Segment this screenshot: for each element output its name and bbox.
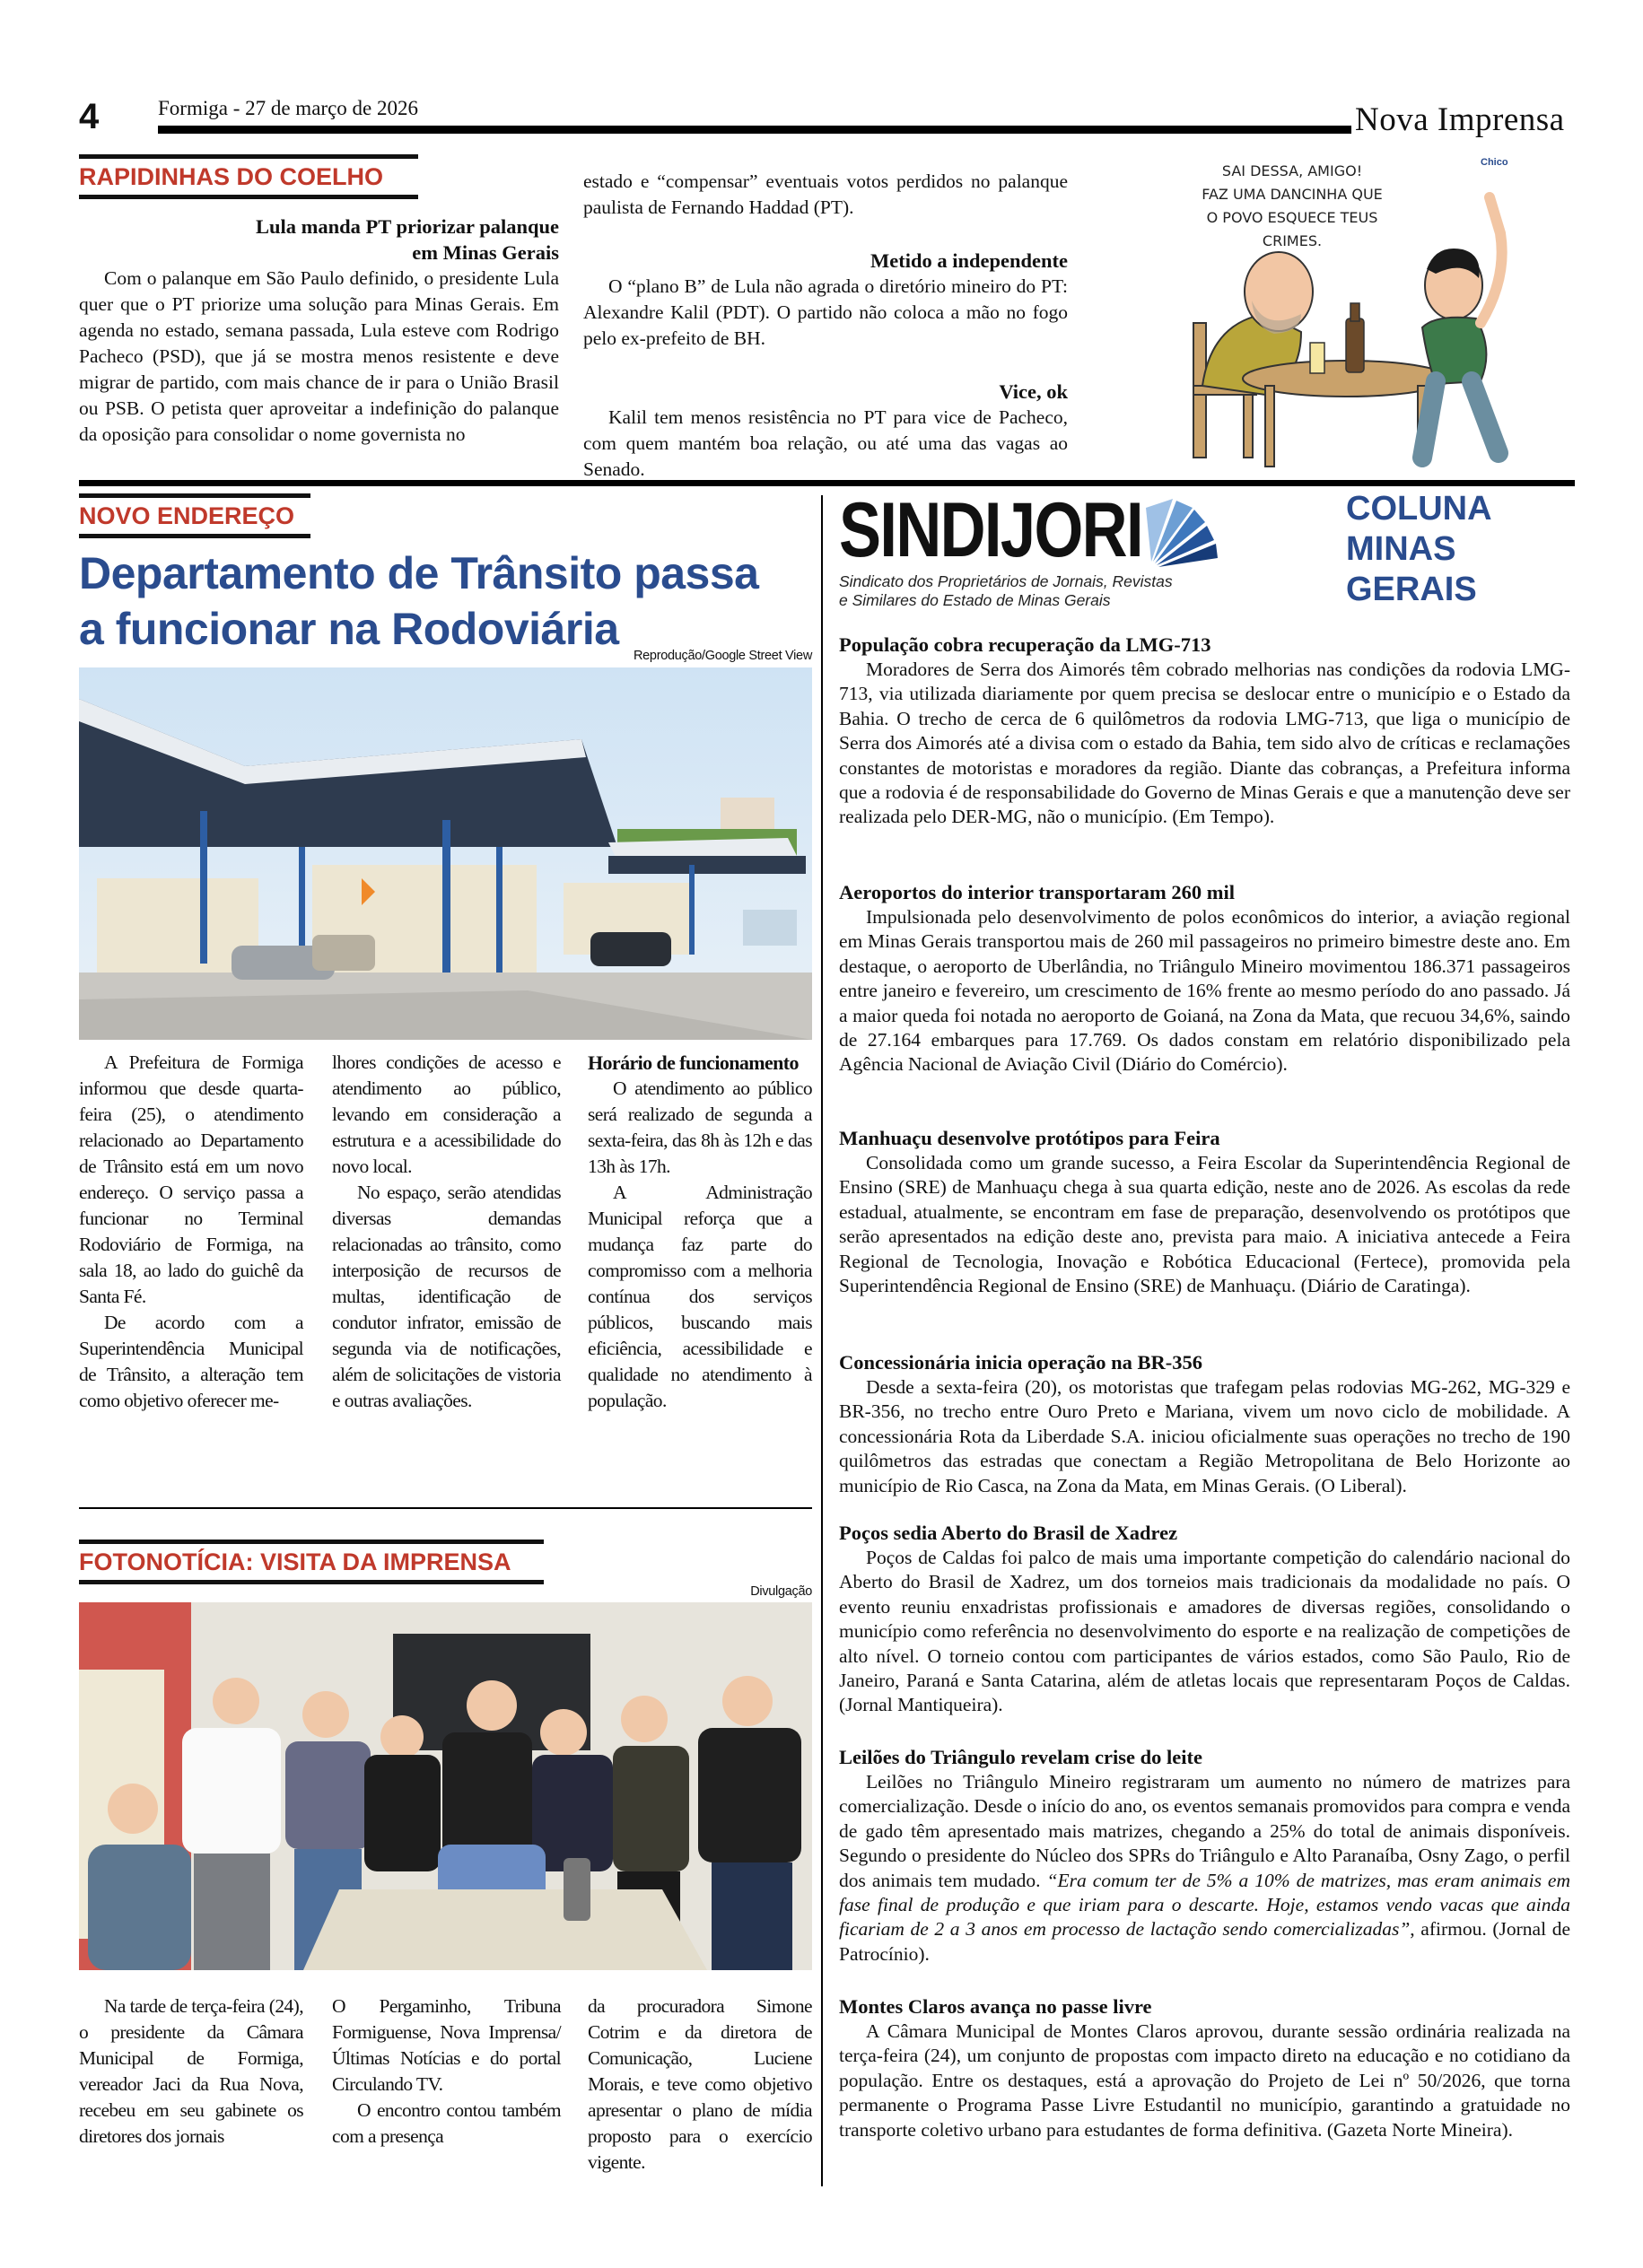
transito-headline: Departamento de Trânsito passa a funcionar na Rodoviária <box>79 548 759 654</box>
news-item-title: Leilões do Triângulo revelam crise do leite <box>839 1746 1202 1768</box>
cartoon-speech-line: O POVO ESQUECE TEUS <box>1206 209 1378 226</box>
page-number: 4 <box>79 97 100 136</box>
sindijori-wordmark: SINDIJORI <box>839 487 1142 573</box>
story-divider <box>79 1507 812 1509</box>
dateline: Formiga - 27 de março de 2026 <box>158 97 418 119</box>
fotonoticia-column-3: da procuradora Simone Cotrim e da diretora de Comunicação, Luciene Morais, e teve como objetivo apresentar o plano de mídia proposto para o exercício vigente. <box>588 1995 812 2173</box>
rodoviaria-photo <box>79 667 812 1040</box>
news-item-title: Concessionária inicia operação na BR-356 <box>839 1351 1202 1374</box>
news-item-title: Poços sedia Aberto do Brasil de Xadrez <box>839 1522 1178 1544</box>
cartoon-signature: Chico <box>1481 157 1508 168</box>
photo-credit: Reprodução/Google Street View <box>634 649 812 663</box>
rapidinhas-item-body: Kalil tem menos resistência no PT para vice de Pacheco, com quem mantém boa relação, ou até uma das vagas ao Senado. <box>583 406 1068 480</box>
transito-column-3 <box>588 1050 812 1414</box>
news-item <box>839 1744 1570 1967</box>
rapidinhas-item-title: Vice, ok <box>999 380 1068 403</box>
rapidinhas-item-title: Lula manda PT priorizar palanque em Minas Gerais <box>256 215 559 264</box>
news-item <box>839 1520 1570 1718</box>
editorial-cartoon <box>1167 144 1543 475</box>
news-item-quote: “Era comum ter de 5% a 10% de matrizes, mas eram animais em fase final de produção e que iriam para o descarte. Hoje, estamos vendo vacas que ainda ficariam de 2 a 3 anos em processo de lactação sendo comercializadas” <box>839 1869 1570 1941</box>
rapidinhas-item-body: O “plano B” de Lula não agrada o diretório mineiro do PT: Alexandre Kalil (PDT). O partido não coloca a mão no fogo pelo ex-prefeito de BH. <box>583 275 1068 349</box>
rapidinhas-column-1 <box>79 214 559 448</box>
header-rule <box>158 126 1351 134</box>
horario-subhead: Horário de funcionamento <box>588 1051 799 1074</box>
cartoon-speech-line: SAI DESSA, AMIGO! <box>1221 162 1363 179</box>
rapidinhas-kicker: RAPIDINHAS DO COELHO <box>79 154 418 199</box>
section-divider <box>79 480 1575 486</box>
news-item-body: A Câmara Municipal de Montes Claros aprovou, durante sessão ordinária realizada na terça-feira (24), um conjunto de propostas com impacto direto na educação e no cotidiano da população. Entre os destaques, está a aprovação do Projeto de Lei nº 50/2026, que torna permanente o Programa Passe Livre Estudantil no município, garantindo a gratuidade no transporte coletivo urbano para estudantes de forma definitiva. (Gazeta Norte Mineira). <box>839 2020 1570 2141</box>
news-item-body: Moradores de Serra dos Aimorés têm cobrado melhorias nas condições da rodovia LMG-713, via utilizada diariamente por quem precisa se deslocar entre o município e o Estado da Bahia. O trecho de cerca de 6 quilômetros da rodovia LMG-713, que liga o município de Serra dos Aimorés até a divisa com o estado da Bahia, tem sido alvo de críticas e reclamações constantes de motoristas e moradores da região. Diante das cobranças, a Prefeitura informa que a rodovia é de responsabilidade do Governo de Minas Gerais e que a manutenção deve ser realizada pelo DER-MG, não o município. (Em Tempo). <box>839 659 1570 828</box>
sindijori-fan-icon <box>1146 499 1218 571</box>
news-item-title: Aeroportos do interior transportaram 260 mil <box>839 881 1235 903</box>
news-item <box>839 1125 1570 1298</box>
fotonoticia-kicker: FOTONOTÍCIA: VISITA DA IMPRENSA <box>79 1540 544 1584</box>
bus-terminal-image <box>79 667 812 1040</box>
horario-body: O atendimento ao público será realizado de segunda a sexta-feira, das 8h às 12h e das 13h às 17h. A Administração Municipal reforça que a mudança faz parte do compromisso com a melhoria contínua dos serviços públicos, buscando mais eficiência, acessibilidade e qualidade no atendimento à população. <box>588 1077 812 1411</box>
news-item <box>839 1993 1570 2142</box>
news-item <box>839 1349 1570 1498</box>
rapidinhas-continuation: estado e “compensar” eventuais votos perdidos no palanque paulista de Fernando Haddad (PT). <box>583 170 1068 218</box>
news-item-title: Manhuaçu desenvolve protótipos para Feira <box>839 1127 1220 1149</box>
cartoon-speech-line: CRIMES. <box>1262 232 1323 249</box>
cartoon-illustration <box>1167 144 1543 475</box>
news-item-title: Montes Claros avança no passe livre <box>839 1995 1152 2018</box>
news-item-body: Impulsionada pelo desenvolvimento de polos econômicos do interior, a aviação regional em Minas Gerais transportou mais de 260 mil passageiros no primeiro bimestre deste ano. Em destaque, o aeroporto de Uberlândia, no Triângulo Mineiro movimentou 186.371 passageiros entre janeiro e fevereiro, um crescimento de 16% frente ao mesmo período do ano passado. Já a maior queda foi notada no aeroporto de Goianá, na Zona da Mata, que recuou 34,6%, saindo de 27.164 embarques para 17.769. Os dados constam em relatório disponibilizado pela Agência Nacional de Aviação Civil (Diário do Comércio). <box>839 906 1570 1076</box>
news-item-body: Leilões no Triângulo Mineiro registraram um aumento no número de matrizes para comercialização. Desde o início do ano, os eventos semanais promovidos para compra e venda de gado têm apresentado mais matrizes, chegando a 25% do total de animais disponíveis. Segundo o presidente do Núcleo dos SPRs do Triângulo e Alto Paranaíba, Osny Zago, o perfil dos animais tem mudado. “Era comum ter de 5% a 10% de matrizes, mas eram animais em fase final de produção e que iriam para o descarte. Hoje, estamos vendo vacas que ainda ficariam de 2 a 3 anos em processo de lactação sendo comercializadas”, afirmou. (Jornal de Patrocínio). <box>839 1771 1570 1965</box>
fotonoticia-column-2: O Pergaminho, Tribuna Formiguense, Nova Imprensa/Últimas Notícias e do portal Circulando TV. O encontro contou também com a presença <box>332 1995 561 2147</box>
sindijori-subtitle: Sindicato dos Proprietários de Jornais, Revistas e Similares do Estado de Minas Gerais <box>839 572 1173 609</box>
rapidinhas-column-2 <box>583 169 1068 483</box>
rapidinhas-item-body: Com o palanque em São Paulo definido, o presidente Lula quer que o PT priorize uma solução para Minas Gerais. Em agenda no estado, semana passada, Lula esteve com Rodrigo Pacheco (PSD), que já se mostra menos resistente e deve migrar de partido, com mais chance de ir para o União Brasil ou PSB. O petista quer aproveitar a indefinição do palanque da oposição para consolidar o nome governista no <box>79 267 559 445</box>
photo-credit: Divulgação <box>750 1584 812 1599</box>
rapidinhas-item-title: Metido a independente <box>870 249 1068 272</box>
news-item <box>839 879 1570 1077</box>
masthead: Nova Imprensa <box>1355 101 1565 138</box>
sindijori-logo <box>839 487 1306 609</box>
transito-kicker: NOVO ENDEREÇO <box>79 493 310 538</box>
column-divider <box>821 495 823 2186</box>
fotonoticia-column-1: Na tarde de terça-feira (24), o presidente da Câmara Municipal de Formiga, vereador Jaci da Rua Nova, recebeu em seu gabinete os diretores dos jornais <box>79 1995 303 2147</box>
news-item-body: Poços de Caldas foi palco de mais uma importante competição do calendário nacional do Aberto do Brasil de Xadrez, um dos torneios mais tradicionais da modalidade no país. O evento reuniu enxadristas profissionais e amadores de diversas regiões, consolidando o município como referência no desenvolvimento do esporte e na realização de competições de alto nível. O torneio contou com participantes de vários estados, como São Paulo, Rio de Janeiro, Paraná e Santa Catarina, além de atletas locais que representaram Poços de Caldas. (Jornal Mantiqueira). <box>839 1547 1570 1716</box>
visita-imprensa-photo <box>79 1602 812 1970</box>
news-item <box>839 632 1570 830</box>
news-item-title: População cobra recuperação da LMG-713 <box>839 633 1211 656</box>
transito-column-2: lhores condições de acesso e atendimento ao público, levando em consideração a estrutura e a acessibilidade do novo local. No espaço, serão atendidas diversas demandas relacionadas ao trânsito, como interposição de recursos de multas, identificação de condutor infrator, emissão de segunda via de notificações, além de solicitações de vistoria e outras avaliações. <box>332 1051 561 1411</box>
group-photo-image <box>79 1602 812 1970</box>
coluna-title: COLUNA MINAS GERAIS <box>1346 490 1492 608</box>
news-item-body: Desde a sexta-feira (20), os motoristas que trafegam pelas rodovias MG-262, MG-329 e BR-356, no trecho entre Ouro Preto e Mariana, vivem um novo ciclo de mobilidade. A concessionária Rota da Liberdade S.A. iniciou oficialmente suas operações no trecho de 190 quilômetros das estradas que conectam a Região Metropolitana de Belo Horizonte ao município de Rio Casca, na Zona da Mata, em Minas Gerais. (O Liberal). <box>839 1376 1570 1496</box>
transito-column-1: A Prefeitura de Formiga informou que desde quarta-feira (25), o atendimento relacionado ao Departamento de Trânsito está em um novo endereço. O serviço passa a funcionar no Terminal Rodoviário de Formiga, na sala 18, ao lado do guichê da Santa Fé. De acordo com a Superintendência Municipal de Trânsito, a alteração tem como objetivo oferecer me- <box>79 1051 303 1411</box>
news-item-body: Consolidada como um grande sucesso, a Feira Escolar da Superintendência Regional de Ensino (SRE) de Manhuaçu chega à sua quarta edição, neste ano de 2026. As escolas da rede estadual, atualmente, se encontram em fase de preparação, desenvolvendo os protótipos que serão apresentados na edição deste ano, prevista para maio. A iniciativa antecede a Feira Regional de Tecnologia, Inovação e Robótica Educacional (Fertece), promovida pela Superintendência Regional de Ensino (SRE) de Manhuaçu. (Diário de Caratinga). <box>839 1152 1570 1297</box>
cartoon-speech-line: FAZ UMA DANCINHA QUE <box>1202 186 1383 203</box>
